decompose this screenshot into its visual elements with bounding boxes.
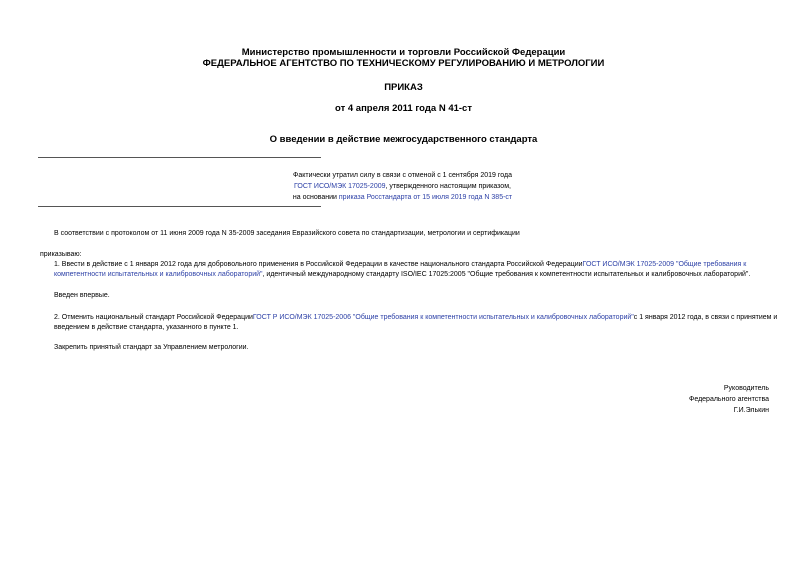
status-note-line1: Фактически утратил силу в связи с отменой с 1 сентября 2019 года <box>293 172 512 179</box>
item-1-text-a: 1. Ввести в действие с 1 января 2012 года для добровольного применения в Российской Федерации в качестве национального стандарта Российской Федерации <box>54 261 583 268</box>
status-note-line2-text: , утвержденного настоящим приказом, <box>385 183 511 190</box>
preamble-paragraph: В соответствии с протоколом от 11 июня 2009 года N 35-2009 заседания Евразийского совета по стандартизации, метрологии и сертификации <box>54 230 520 237</box>
signature-block <box>689 383 769 416</box>
agency-heading: ФЕДЕРАЛЬНОЕ АГЕНТСТВО ПО ТЕХНИЧЕСКОМУ РЕГУЛИРОВАНИЮ И МЕТРОЛОГИИ <box>202 58 605 69</box>
doc-type-heading: ПРИКАЗ <box>384 82 423 93</box>
signature-name: Г.И.Элькин <box>733 407 769 414</box>
ministry-heading: Министерство промышленности и торговли Российской Федерации <box>241 47 566 58</box>
top-divider <box>38 157 321 158</box>
item-1-paragraph <box>40 260 789 280</box>
item-2-text-b: с 1 января 2012 года, в связи с принятием и введением в действие стандарта, указанного в пункте 1. <box>54 314 778 331</box>
status-note-line2 <box>250 181 555 192</box>
gost-iso-17025-2009-standard-link[interactable]: ГОСТ ИСО/МЭК 17025-2009 "Общие требования к компетентности испытательных и калибровочных лабораторий" <box>54 261 747 278</box>
order-word: приказываю: <box>40 251 82 258</box>
item-2-paragraph <box>40 313 789 333</box>
gost-r-iso-17025-2006-link[interactable]: ГОСТ Р ИСО/МЭК 17025-2006 "Общие требования к компетентности испытательных и калибровочных лабораторий" <box>252 314 634 321</box>
date-number-heading: от 4 апреля 2011 года N 41-ст <box>335 103 472 114</box>
gost-iso-17025-2009-link[interactable]: ГОСТ ИСО/МЭК 17025-2009 <box>294 183 386 190</box>
signature-position-2: Федерального агентства <box>689 396 769 403</box>
item-3-paragraph: Закрепить принятый стандарт за Управлением метрологии. <box>54 344 249 351</box>
bottom-divider <box>38 206 321 207</box>
status-note <box>250 170 555 203</box>
status-note-line3-text: на основании <box>292 194 339 201</box>
signature-position-1: Руководитель <box>723 385 769 392</box>
rosstandart-order-link[interactable]: приказа Росстандарта от 15 июля 2019 года N 385-ст <box>338 194 513 201</box>
item-2-text-a: 2. Отменить национальный стандарт Российской Федерации <box>54 314 253 321</box>
item-1-text-b: , идентичный международному стандарту ISO/IEC 17025:2005 "Общие требования к компетентности испытательных и калибровочных лабораторий". <box>262 271 751 278</box>
first-time-paragraph: Введен впервые. <box>54 292 110 299</box>
page-title: О введении в действие межгосударственного стандарта <box>269 134 538 145</box>
status-note-line3 <box>250 192 555 203</box>
